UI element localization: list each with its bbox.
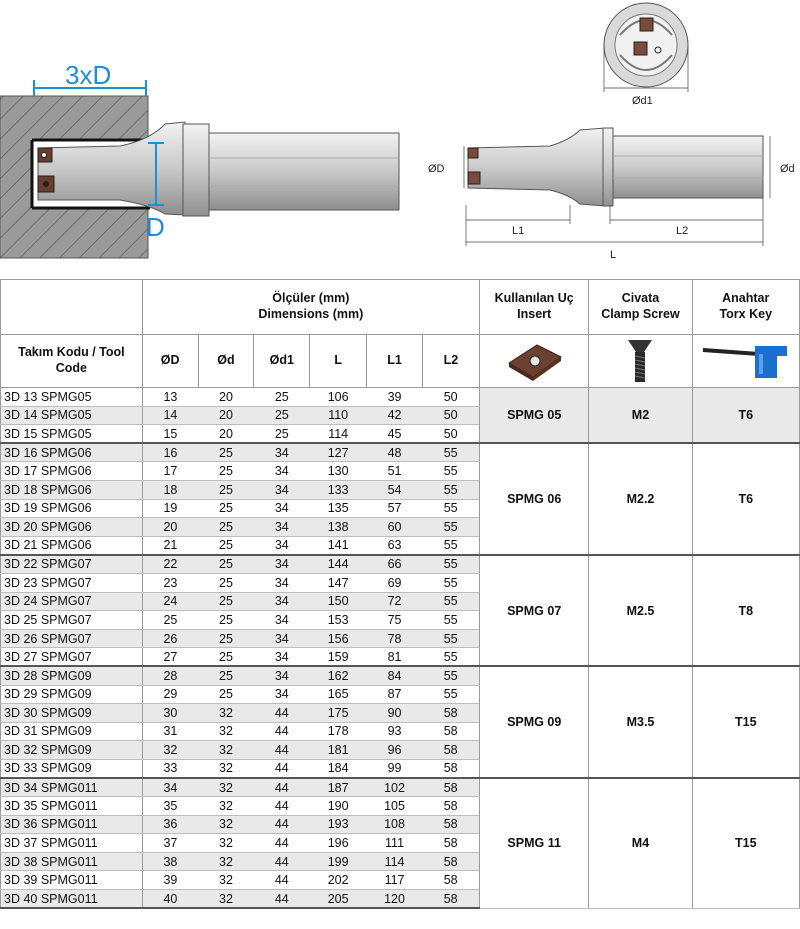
dimension-cell: 55 bbox=[422, 592, 479, 611]
tool-code-cell: 3D 33 SPMG09 bbox=[1, 759, 143, 778]
dimension-cell: 58 bbox=[422, 852, 479, 871]
dimension-cell: 87 bbox=[367, 685, 423, 704]
dimension-cell: 127 bbox=[310, 443, 367, 462]
tool-code-cell: 3D 30 SPMG09 bbox=[1, 704, 143, 723]
dimension-cell: 117 bbox=[367, 871, 423, 890]
dimension-cell: 93 bbox=[367, 722, 423, 741]
dimension-cell: 29 bbox=[142, 685, 198, 704]
dimension-cell: 114 bbox=[367, 852, 423, 871]
dimension-cell: 106 bbox=[310, 388, 367, 407]
dimension-cell: 42 bbox=[367, 406, 423, 425]
tool-code-cell: 3D 20 SPMG06 bbox=[1, 518, 143, 537]
dimension-cell: 19 bbox=[142, 499, 198, 518]
dimension-cell: 58 bbox=[422, 834, 479, 853]
dimension-cell: 36 bbox=[142, 815, 198, 834]
tool-code-cell: 3D 21 SPMG06 bbox=[1, 536, 143, 555]
dimension-cell: 25 bbox=[198, 462, 254, 481]
tool-code-cell: 3D 31 SPMG09 bbox=[1, 722, 143, 741]
dimension-cell: 159 bbox=[310, 648, 367, 667]
dimension-cell: 32 bbox=[198, 890, 254, 909]
insert-cell: SPMG 09 bbox=[479, 666, 589, 778]
dimension-cell: 34 bbox=[254, 499, 310, 518]
header-col-d1: Ød1 bbox=[254, 335, 310, 388]
header-col-l2: L2 bbox=[422, 335, 479, 388]
insert-image-cell bbox=[479, 335, 589, 388]
dimension-cell: 25 bbox=[254, 388, 310, 407]
dimension-cell: 34 bbox=[254, 685, 310, 704]
dimension-cell: 165 bbox=[310, 685, 367, 704]
tool-code-cell: 3D 19 SPMG06 bbox=[1, 499, 143, 518]
dimension-cell: 20 bbox=[198, 406, 254, 425]
torx-key-image bbox=[699, 340, 793, 382]
dimension-cell: 78 bbox=[367, 629, 423, 648]
dimension-cell: 25 bbox=[198, 480, 254, 499]
dimension-cell: 25 bbox=[198, 666, 254, 685]
dimension-cell: 108 bbox=[367, 815, 423, 834]
key-cell: T6 bbox=[692, 388, 799, 444]
dimension-cell: 25 bbox=[198, 443, 254, 462]
dimension-cell: 102 bbox=[367, 778, 423, 797]
dimension-cell: 34 bbox=[254, 573, 310, 592]
tool-code-cell: 3D 22 SPMG07 bbox=[1, 555, 143, 574]
tool-code-cell: 3D 16 SPMG06 bbox=[1, 443, 143, 462]
dimension-cell: 190 bbox=[310, 797, 367, 816]
dimension-cell: 58 bbox=[422, 815, 479, 834]
dimension-cell: 44 bbox=[254, 797, 310, 816]
tool-code-cell: 3D 26 SPMG07 bbox=[1, 629, 143, 648]
dimension-cell: 38 bbox=[142, 852, 198, 871]
dimension-cell: 25 bbox=[198, 592, 254, 611]
dimension-cell: 58 bbox=[422, 778, 479, 797]
dimension-cell: 32 bbox=[198, 759, 254, 778]
dimension-cell: 20 bbox=[142, 518, 198, 537]
dimension-cell: 44 bbox=[254, 741, 310, 760]
dimension-cell: 25 bbox=[198, 611, 254, 630]
dimension-cell: 32 bbox=[198, 704, 254, 723]
dimension-cell: 156 bbox=[310, 629, 367, 648]
dimension-cell: 58 bbox=[422, 722, 479, 741]
diameter-label: D bbox=[146, 212, 165, 242]
insert-cell: SPMG 05 bbox=[479, 388, 589, 444]
dimension-cell: 75 bbox=[367, 611, 423, 630]
dimension-cell: 110 bbox=[310, 406, 367, 425]
dimension-cell: 32 bbox=[198, 797, 254, 816]
dimension-cell: 99 bbox=[367, 759, 423, 778]
header-key bbox=[692, 280, 799, 335]
dimension-cell: 34 bbox=[254, 518, 310, 537]
table-row bbox=[1, 388, 800, 407]
dimension-cell: 33 bbox=[142, 759, 198, 778]
dimension-cell: 120 bbox=[367, 890, 423, 909]
tool-code-cell: 3D 27 SPMG07 bbox=[1, 648, 143, 667]
dimension-cell: 50 bbox=[422, 425, 479, 444]
dimension-cell: 25 bbox=[198, 536, 254, 555]
dimension-cell: 55 bbox=[422, 685, 479, 704]
dimension-cell: 60 bbox=[367, 518, 423, 537]
dimension-cell: 54 bbox=[367, 480, 423, 499]
tool-code-cell: 3D 18 SPMG06 bbox=[1, 480, 143, 499]
dimension-cell: 55 bbox=[422, 611, 479, 630]
dimension-cell: 27 bbox=[142, 648, 198, 667]
header-col-od: ØD bbox=[142, 335, 198, 388]
screw-cell: M2.5 bbox=[589, 555, 692, 667]
dimension-cell: 17 bbox=[142, 462, 198, 481]
tool-code-cell: 3D 25 SPMG07 bbox=[1, 611, 143, 630]
header-screw-en: Clamp Screw bbox=[601, 307, 680, 321]
insert-image bbox=[503, 339, 565, 383]
table-body bbox=[1, 388, 800, 909]
dimension-cell: 72 bbox=[367, 592, 423, 611]
l-label: L bbox=[610, 249, 617, 261]
l1-label: L1 bbox=[512, 225, 525, 237]
header-key-tr: Anahtar bbox=[722, 291, 770, 306]
key-cell: T8 bbox=[692, 555, 799, 667]
dimension-cell: 63 bbox=[367, 536, 423, 555]
dimension-cell: 199 bbox=[310, 852, 367, 871]
dimension-cell: 34 bbox=[254, 592, 310, 611]
table-row bbox=[1, 555, 800, 574]
dimension-cell: 55 bbox=[422, 648, 479, 667]
dimension-cell: 58 bbox=[422, 704, 479, 723]
dimension-cell: 44 bbox=[254, 778, 310, 797]
dimension-cell: 13 bbox=[142, 388, 198, 407]
table-row bbox=[1, 778, 800, 797]
dimension-cell: 20 bbox=[198, 388, 254, 407]
dimension-cell: 135 bbox=[310, 499, 367, 518]
dimension-cell: 147 bbox=[310, 573, 367, 592]
dimension-cell: 55 bbox=[422, 499, 479, 518]
dimension-cell: 37 bbox=[142, 834, 198, 853]
header-insert-en: Insert bbox=[517, 307, 552, 321]
tool-dimension-drawing bbox=[420, 0, 800, 270]
dimension-cell: 32 bbox=[198, 815, 254, 834]
tool-code-cell: 3D 32 SPMG09 bbox=[1, 741, 143, 760]
header-dimensions bbox=[142, 280, 479, 335]
dimension-cell: 58 bbox=[422, 890, 479, 909]
dimension-cell: 130 bbox=[310, 462, 367, 481]
dimension-cell: 39 bbox=[367, 388, 423, 407]
dimension-cell: 34 bbox=[254, 443, 310, 462]
key-cell: T15 bbox=[692, 666, 799, 778]
dimension-cell: 34 bbox=[254, 648, 310, 667]
header-insert-tr: Kullanılan Uç bbox=[494, 291, 574, 306]
header-col-l: L bbox=[310, 335, 367, 388]
dimension-cell: 153 bbox=[310, 611, 367, 630]
dimension-cell: 44 bbox=[254, 834, 310, 853]
table-row bbox=[1, 666, 800, 685]
dimension-cell: 114 bbox=[310, 425, 367, 444]
tool-code-cell: 3D 39 SPMG011 bbox=[1, 871, 143, 890]
dimension-cell: 193 bbox=[310, 815, 367, 834]
dimension-cell: 90 bbox=[367, 704, 423, 723]
dimension-cell: 55 bbox=[422, 462, 479, 481]
dimension-cell: 22 bbox=[142, 555, 198, 574]
dimension-cell: 44 bbox=[254, 852, 310, 871]
screw-cell: M3.5 bbox=[589, 666, 692, 778]
tool-code-cell: 3D 15 SPMG05 bbox=[1, 425, 143, 444]
dimension-cell: 96 bbox=[367, 741, 423, 760]
dimension-cell: 32 bbox=[198, 741, 254, 760]
screw-image-cell bbox=[589, 335, 692, 388]
dimension-cell: 55 bbox=[422, 666, 479, 685]
dimension-cell: 30 bbox=[142, 704, 198, 723]
dimension-cell: 196 bbox=[310, 834, 367, 853]
drilling-diagram bbox=[0, 0, 410, 270]
key-cell: T15 bbox=[692, 778, 799, 908]
tool-code-cell: 3D 36 SPMG011 bbox=[1, 815, 143, 834]
header-dimensions-en: Dimensions (mm) bbox=[258, 307, 364, 321]
tool-code-cell: 3D 34 SPMG011 bbox=[1, 778, 143, 797]
dimension-cell: 44 bbox=[254, 890, 310, 909]
header-screw-tr: Civata bbox=[621, 291, 660, 306]
dimension-cell: 40 bbox=[142, 890, 198, 909]
header-insert bbox=[479, 280, 589, 335]
tool-code-cell: 3D 24 SPMG07 bbox=[1, 592, 143, 611]
dimension-cell: 25 bbox=[198, 648, 254, 667]
dimension-cell: 39 bbox=[142, 871, 198, 890]
dimension-cell: 14 bbox=[142, 406, 198, 425]
dimension-cell: 45 bbox=[367, 425, 423, 444]
dimension-cell: 32 bbox=[198, 722, 254, 741]
header-blank bbox=[1, 280, 143, 335]
dimension-cell: 58 bbox=[422, 871, 479, 890]
dimension-cell: 150 bbox=[310, 592, 367, 611]
dimension-cell: 48 bbox=[367, 443, 423, 462]
dimension-cell: 111 bbox=[367, 834, 423, 853]
dimension-cell: 141 bbox=[310, 536, 367, 555]
dimension-cell: 178 bbox=[310, 722, 367, 741]
dimension-cell: 25 bbox=[198, 685, 254, 704]
dimension-cell: 32 bbox=[198, 852, 254, 871]
dimension-cell: 55 bbox=[422, 536, 479, 555]
dimension-cell: 55 bbox=[422, 573, 479, 592]
dimension-cell: 55 bbox=[422, 480, 479, 499]
screw-cell: M2.2 bbox=[589, 443, 692, 555]
tool-code-cell: 3D 23 SPMG07 bbox=[1, 573, 143, 592]
dimension-cell: 50 bbox=[422, 406, 479, 425]
dimension-cell: 31 bbox=[142, 722, 198, 741]
header-screw bbox=[589, 280, 692, 335]
dimension-cell: 44 bbox=[254, 815, 310, 834]
dimension-cell: 34 bbox=[142, 778, 198, 797]
d-label: Ød bbox=[780, 163, 795, 175]
dimension-cell: 18 bbox=[142, 480, 198, 499]
tool-code-cell: 3D 38 SPMG011 bbox=[1, 852, 143, 871]
dimension-cell: 84 bbox=[367, 666, 423, 685]
dimension-cell: 24 bbox=[142, 592, 198, 611]
dimension-cell: 50 bbox=[422, 388, 479, 407]
dimension-cell: 205 bbox=[310, 890, 367, 909]
dimension-cell: 51 bbox=[367, 462, 423, 481]
tool-code-cell: 3D 40 SPMG011 bbox=[1, 890, 143, 909]
dimension-cell: 25 bbox=[254, 406, 310, 425]
dimension-cell: 32 bbox=[198, 834, 254, 853]
spec-table bbox=[0, 279, 800, 909]
depth-label: 3xD bbox=[65, 60, 112, 90]
dimension-cell: 25 bbox=[198, 518, 254, 537]
end-view bbox=[604, 3, 688, 107]
dimension-cell: 34 bbox=[254, 480, 310, 499]
dimension-cell: 34 bbox=[254, 462, 310, 481]
dimension-cell: 187 bbox=[310, 778, 367, 797]
dimension-cell: 202 bbox=[310, 871, 367, 890]
dimension-cell: 21 bbox=[142, 536, 198, 555]
dimension-cell: 28 bbox=[142, 666, 198, 685]
dimension-cell: 58 bbox=[422, 759, 479, 778]
tool-code-cell: 3D 17 SPMG06 bbox=[1, 462, 143, 481]
od-label: ØD bbox=[428, 163, 445, 175]
key-cell: T6 bbox=[692, 443, 799, 555]
dimension-cell: 55 bbox=[422, 629, 479, 648]
tool-code-cell: 3D 37 SPMG011 bbox=[1, 834, 143, 853]
tool-code-cell: 3D 28 SPMG09 bbox=[1, 666, 143, 685]
l2-label: L2 bbox=[676, 225, 689, 237]
dimension-cell: 44 bbox=[254, 759, 310, 778]
dimension-cell: 20 bbox=[198, 425, 254, 444]
dimension-cell: 25 bbox=[254, 425, 310, 444]
dimension-cell: 35 bbox=[142, 797, 198, 816]
tool-code-cell: 3D 35 SPMG011 bbox=[1, 797, 143, 816]
dimension-cell: 34 bbox=[254, 536, 310, 555]
dimension-cell: 162 bbox=[310, 666, 367, 685]
insert-cell: SPMG 06 bbox=[479, 443, 589, 555]
dimension-cell: 15 bbox=[142, 425, 198, 444]
dimension-cell: 81 bbox=[367, 648, 423, 667]
dimension-cell: 25 bbox=[198, 629, 254, 648]
table-row bbox=[1, 443, 800, 462]
dimension-cell: 44 bbox=[254, 871, 310, 890]
header-dimensions-tr: Ölçüler (mm) bbox=[272, 291, 350, 306]
dimension-cell: 44 bbox=[254, 722, 310, 741]
dimension-cell: 34 bbox=[254, 555, 310, 574]
tool-code-cell: 3D 14 SPMG05 bbox=[1, 406, 143, 425]
dimension-cell: 58 bbox=[422, 741, 479, 760]
tool-code-cell: 3D 13 SPMG05 bbox=[1, 388, 143, 407]
screw-image bbox=[620, 338, 660, 384]
dimension-cell: 181 bbox=[310, 741, 367, 760]
tool-code-cell: 3D 29 SPMG09 bbox=[1, 685, 143, 704]
dimension-cell: 55 bbox=[422, 518, 479, 537]
dimension-cell: 25 bbox=[198, 555, 254, 574]
dimension-cell: 25 bbox=[198, 499, 254, 518]
dimension-cell: 57 bbox=[367, 499, 423, 518]
dimension-cell: 25 bbox=[198, 573, 254, 592]
tool-flange bbox=[183, 124, 209, 216]
dimension-cell: 138 bbox=[310, 518, 367, 537]
insert-cell: SPMG 11 bbox=[479, 778, 589, 908]
header-col-l1: L1 bbox=[367, 335, 423, 388]
dimension-cell: 58 bbox=[422, 797, 479, 816]
key-image-cell bbox=[692, 335, 799, 388]
dimension-cell: 184 bbox=[310, 759, 367, 778]
dimension-cell: 34 bbox=[254, 611, 310, 630]
header-key-en: Torx Key bbox=[719, 307, 773, 321]
dimension-cell: 55 bbox=[422, 555, 479, 574]
dimension-cell: 69 bbox=[367, 573, 423, 592]
dimension-cell: 16 bbox=[142, 443, 198, 462]
dimension-cell: 23 bbox=[142, 573, 198, 592]
dimension-cell: 32 bbox=[198, 778, 254, 797]
dimension-cell: 44 bbox=[254, 704, 310, 723]
insert-cell: SPMG 07 bbox=[479, 555, 589, 667]
dimension-cell: 105 bbox=[367, 797, 423, 816]
dimension-cell: 34 bbox=[254, 629, 310, 648]
dimension-cell: 26 bbox=[142, 629, 198, 648]
dimension-cell: 175 bbox=[310, 704, 367, 723]
d1-label: Ød1 bbox=[632, 95, 653, 107]
tool-shank bbox=[209, 133, 399, 210]
screw-cell: M2 bbox=[589, 388, 692, 444]
dimension-cell: 32 bbox=[198, 871, 254, 890]
header-col-d: Ød bbox=[198, 335, 254, 388]
dimension-cell: 34 bbox=[254, 666, 310, 685]
dimension-cell: 144 bbox=[310, 555, 367, 574]
dimension-cell: 25 bbox=[142, 611, 198, 630]
header-tool-code: Takım Kodu / Tool Code bbox=[1, 335, 143, 388]
side-view bbox=[428, 128, 795, 261]
dimension-cell: 32 bbox=[142, 741, 198, 760]
dimension-cell: 66 bbox=[367, 555, 423, 574]
dimension-cell: 133 bbox=[310, 480, 367, 499]
dimension-cell: 55 bbox=[422, 443, 479, 462]
screw-cell: M4 bbox=[589, 778, 692, 908]
